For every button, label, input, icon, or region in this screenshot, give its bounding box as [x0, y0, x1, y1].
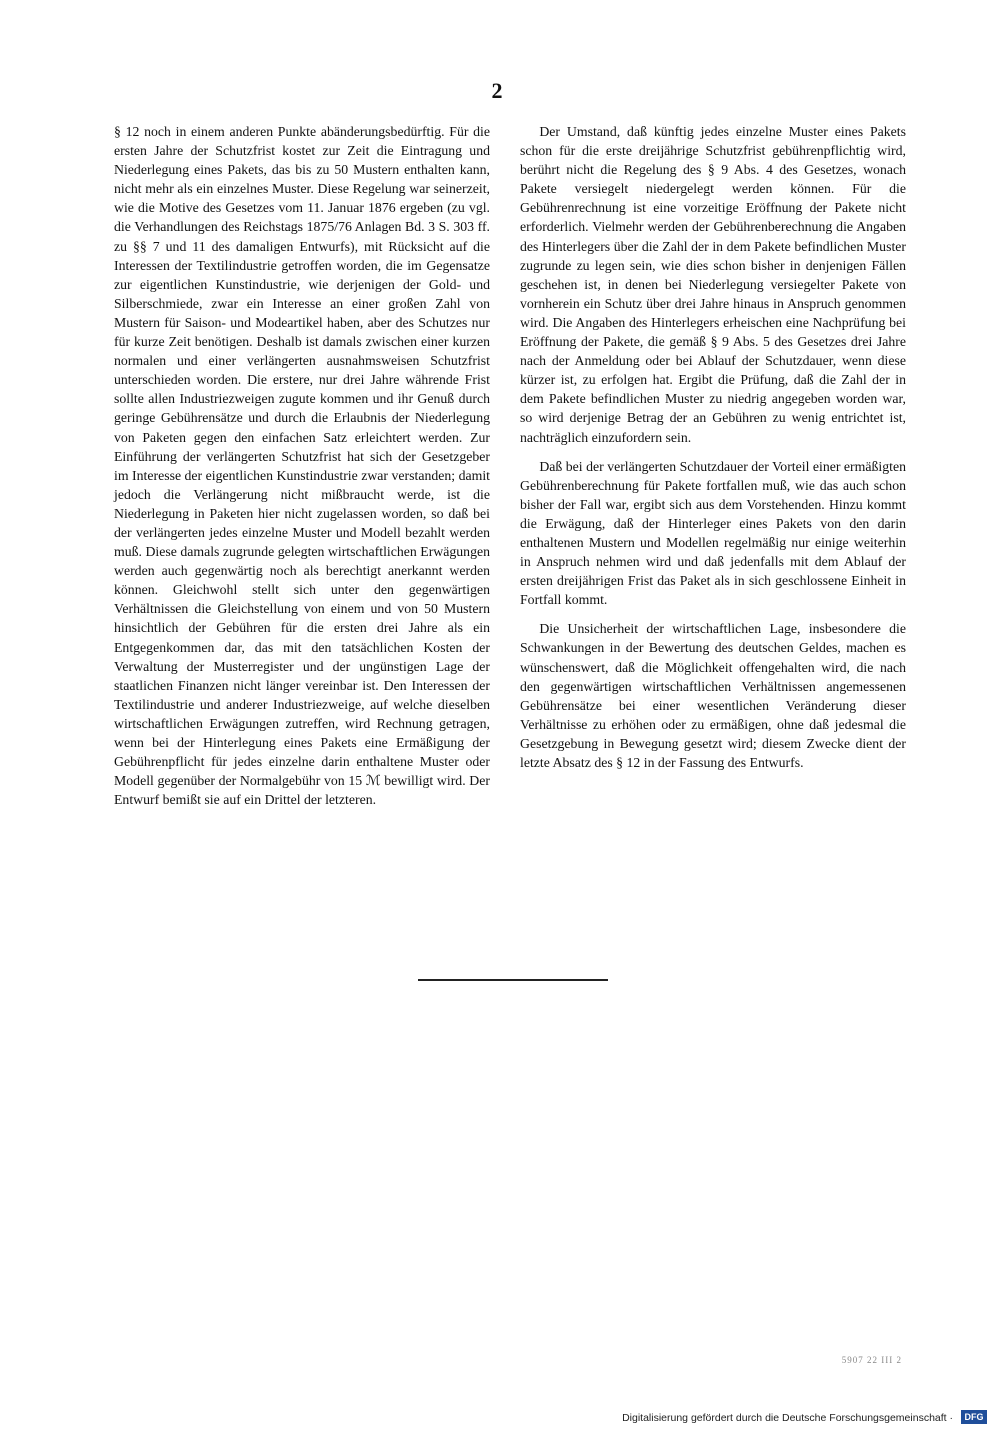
print-code: 5907 22 III 2	[841, 1355, 902, 1365]
dfg-logo: DFG	[961, 1410, 987, 1424]
right-column	[520, 122, 906, 782]
right-paragraph-2: Daß bei der verlängerten Schutzdauer der Vorteil einer ermäßigten Gebührenberechnung für Pakete fortfallen muß, wie das auch schon bisher der Fall war, ergibt sich aus dem Vorstehenden. Hinzu kommt die Erwägung, daß der Hinterleger eines Pakets von den darin enthaltenen Mustern und Modellen regelmäßig nur einige weiterhin in Anspruch nehmen wird und daß jedenfalls mit dem Ablauf der ersten dreijährigen Frist das Paket als in sich geschlossene Einheit in Fortfall kommt.	[520, 458, 906, 608]
section-divider	[418, 979, 608, 981]
page-number: 2	[491, 78, 509, 103]
right-paragraph-3: Die Unsicherheit der wirtschaftlichen Lage, insbesondere die Schwankungen in der Bewertung des deutschen Geldes, machen es wünschenswert, daß die Möglichkeit offengehalten wird, die nach den gegenwärtigen wirtschaftlichen Verhältnissen angemessenen Gebührensätze bei einer wesentlichen Veränderung dieser Verhältnisse zu erhöhen oder zu ermäßigen, ohne daß jedesmal die Gesetzgebung in Bewegung gesetzt wird; diesem Zwecke dient der letzte Absatz des § 12 in der Fassung des Entwurfs.	[520, 621, 906, 770]
left-paragraph-1: § 12 noch in einem anderen Punkte abänderungsbedürftig. Für die ersten Jahre der Schutzfrist kostet zur Zeit die Eintragung und Niederlegung eines Pakets, das bis zu 50 Mustern enthalten kann, nicht mehr als ein einzelnes Muster. Diese Regelung war seinerzeit, wie die Motive des Gesetzes vom 11. Januar 1876 ergeben (zu vgl. die Verhandlungen des Reichstags 1875/76 Anlagen Bd. 3 S. 303 ff. zu §§ 7 und 11 des damaligen Entwurfs), mit Rücksicht auf die Interessen der Textilindustrie getroffen worden, die im Gegensatze zur eigentlichen Kunstindustrie, wie derjenigen der Gold- und Silberschmiede, zwar ein Interesse an einer großen Zahl von Mustern für Saison- und Modeartikel haben, aber des Schutzes nur für kurze Zeit benötigen. Deshalb ist damals zwischen einer kurzen normalen und einer verlängerten ausnahmsweisen Schutzfrist unterschieden worden. Die erstere, nur drei Jahre währende Frist sollte allen Industriezweigen zugute kommen und ihr Genuß durch geringe Gebührensätze und durch die Erlaubnis der Niederlegung von Paketen gegen den einfachen Satz erleichtert werden. Zur Einführung der verlängerten Schutzfrist hat sich der Gesetzgeber im Interesse der eigentlichen Kunstindustrie zwar verstanden; damit jedoch die Verlängerung nicht mißbraucht werde, ist die Niederlegung in Paketen hier nicht zugelassen worden, so daß bei der verlängerten jedes einzelne Muster und Modell bezahlt werden muß. Diese damals zugrunde gelegten wirtschaftlichen Erwägungen werden auch gegenwärtig noch als berechtigt anerkannt werden können. Gleichwohl stellt sich unter den gegenwärtigen Verhältnissen die Gleichstellung von einem und von 50 Mustern hinsichtlich der Gebühren für die ersten drei Jahre als ein Entgegenkommen dar, das mit den tatsächlichen Kosten der Verwaltung der Musterregister und der ungünstigen Lage der staatlichen Finanzen nicht länger vereinbar ist. Den Interessen der Textilindustrie und anderer Industriezweige, auf welche dieselben wirtschaftlichen Erwägungen zutreffen, wird Rechnung getragen, wenn bei der Hinterlegung eines Pakets eine Ermäßigung der Gebührenpflicht für jedes einzelne darin enthaltene Muster oder Modell gegenüber der Normalgebühr von 15 ℳ bewilligt wird. Der Entwurf bemißt sie auf ein Drittel der letzteren.	[114, 124, 490, 808]
right-paragraph-1: Der Umstand, daß künftig jedes einzelne Muster eines Pakets schon für die erste dreijährige Schutzfrist gebührenpflichtig wird, berührt nicht die Regelung des § 9 Abs. 4 des Gesetzes, wonach Pakete versiegelt niedergelegt werden können. Für die Gebührenrechnung ist eine vorzeitige Eröffnung der Pakete nicht erforderlich. Vielmehr werden der Gebührenberechnung die Angaben des Hinterlegers über die Zahl der in dem Pakete befindlichen Muster zugrunde zu legen sein, wie dies schon bisher in denjenigen Fällen geschehen ist, in denen bei Niederlegung versiegelter Pakete von vornherein ein Schutz über drei Jahre hinaus in Anspruch genommen wird. Die Angaben des Hinterlegers erheischen eine Nachprüfung bei Eröffnung der Pakete, die gemäß § 9 Abs. 5 des Gesetzes drei Jahre nach der Anmeldung oder bei Ablauf der Schutzdauer, wenn diese kürzer ist, zu erfolgen hat. Ergibt die Prüfung, daß die Zahl der in dem Pakete befindlichen Muster zu niedrig angegeben worden war, so wird derjenige Betrag der an Gebühren zu wenig entrichtet ist, nachträglich einzufordern sein.	[520, 124, 906, 445]
left-column	[114, 122, 490, 819]
digitization-credit: Digitalisierung gefördert durch die Deutsche Forschungsgemeinschaft ·	[622, 1412, 953, 1424]
